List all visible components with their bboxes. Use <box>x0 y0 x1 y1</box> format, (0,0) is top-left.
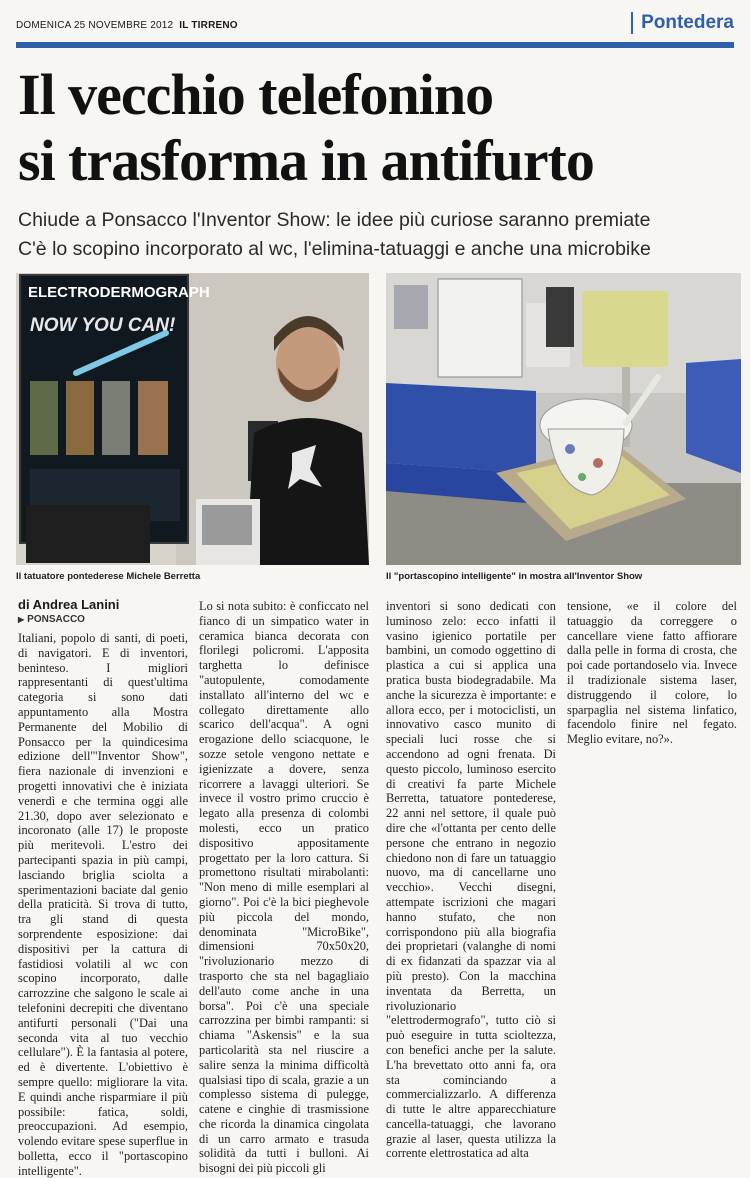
masthead <box>16 12 734 40</box>
photo-caption-right: Il "portascopino intelligente" in mostra all'Inventor Show <box>386 571 643 582</box>
article-column-4: tensione, «e il colore del tatuaggio da correggere o cancellare viene fatto affiorare dalla pelle in forma di crosta, che poi cade portandoselo via. Invece il tradizionale sistema laser, distruggendo il colore, lo sparpaglia nel sistema linfatico, facendolo finire nel fegato. Meglio evitare, no?». <box>567 599 737 747</box>
poster-slogan: NOW YOU CAN! <box>30 315 176 336</box>
header-rule <box>16 42 734 48</box>
section-name: Pontedera <box>631 12 734 34</box>
photo-tattoo-artist-illustration <box>16 273 369 565</box>
photo-tattoo-artist <box>16 273 369 565</box>
newspaper-brand: IL TIRRENO <box>179 20 238 31</box>
byline: di Andrea Lanini <box>18 597 120 612</box>
subhead-2: C'è lo scopino incorporato al wc, l'elimina-tatuaggi e anche una microbike <box>18 238 651 260</box>
headline-line-1: Il vecchio telefonino <box>18 62 494 127</box>
headline-line-2: si trasforma in antifurto <box>18 128 594 193</box>
article-column-2: Lo si nota subito: è conficcato nel fianco di un simpatico water in ceramica bianca decorata con florilegi policromi. L'apposita targhetta lo definisce "autopulente, comodamente installato all'interno del wc e collegato direttamente allo scarico dell'acqua". A ogni erogazione dello sciacquone, le sozze setole vengono nettate e igienizzate a dovere, senza ricorrere a lavaggi ulteriori. Se invece il vostro primo cruccio è legato alla presenza di colombi molesti, ecco un pratico dispositivo appositamente progettato per la loro cattura. Si promettono risultati mirabolanti: "Non meno di mille esemplari al giorno". Poi c'è la bici pieghevole più piccola del mondo, denominata "MicroBike", dimensioni 70x50x20, "rivoluzionario mezzo di trasporto che sta nel bagagliaio dell'auto come anche in una borsa". Poi c'è una speciale carrozzina per bimbi rampanti: si chiama "Askensis" e la sua particolarità sta nel riuscire a salire senza la minima difficoltà qualsiasi tipo di scala, grazie a un complesso sistema di pulegge, catene e cinghie di trasmissione che ricorda la dinamica cingolata di un carro armato e trasuda solidità da tutti i bulloni. Ai bisogni dei più piccoli gli <box>199 599 369 1176</box>
masthead-left <box>16 20 238 31</box>
headline <box>18 62 738 194</box>
dateline <box>18 614 85 625</box>
photo-caption-left: Il tatuatore pontederese Michele Berretta <box>16 571 201 582</box>
subhead-1: Chiude a Ponsacco l'Inventor Show: le idee più curiose saranno premiate <box>18 209 651 231</box>
dateline-place: PONSACCO <box>27 614 85 625</box>
article-column-3: inventori si sono dedicati con luminoso zelo: ecco infatti il vasino igienico portatile per bambini, un comodo oggettino di plastica a cui si applica una pratica busta biodegradabile. Ma anche la sicurezza è importante: e allora ecco, per i motociclisti, un innovativo casco munito di speciali luci rosse che si accendono ad ogni frenata. Di questo piccolo, luminoso esercito di creativi fa parte Michele Berretta, tatuatore pontederese, 22 anni nel settore, il quale può dire che «l'ottanta per cento delle persone che entrano in negozio chiedono non di fare un tatuaggio nuovo, ma di cancellarne uno vecchio». Vecchi disegni, attempate iscrizioni che magari hanno stufato, che non corrispondono più alla biografia dei proprietari (valanghe di nomi di ex fidanzati da spazzar via al più presto). Con la macchina inventata da Berretta, un rivoluzionario "elettrodermografo", tutto ciò si può eseguire in tutta scioltezza, con benefici anche per la salute. L'ha brevettato otto anni fa, ora sta cominciando a commercializzarlo. A differenza di tutte le altre apparecchiature cancella-tatuaggi, che lavorano grazie al laser, questa utilizza la corrente elettrostatica ad alta <box>386 599 556 1161</box>
issue-date: DOMENICA 25 NOVEMBRE 2012 <box>16 20 174 31</box>
article-column-1: Italiani, popolo di santi, di poeti, di navigatori. E di inventori, beninteso. I migliori rappresentanti di quest'ultima categoria si sono dati appuntamento alla Mostra Permanente del Mobilio di Ponsacco per la quindicesima edizione dell'"Inventor Show", fiera nazionale di invenzioni e progetti innovativi che è iniziata venerdì e che termina oggi alle 21.30, dopo aver selezionato e incoronato (alle 17) le proposte più meritevoli. L'estro dei partecipanti spazia in più campi, lasciando briglia sciolta a sperimentazioni baciate dal genio della praticità. Si trova di tutto, tra gli stand di questa sorprendente esposizione: dai dispositivi per la cattura di fastidiosi volatili al wc con scopino incorporato, dalle carrozzine che salgono le scale ai telefonini decrepiti che diventano antifurti personali ("Dai una seconda vita al tuo vecchio cellulare"). È la fantasia al potere, ed è divertente. L'obiettivo è sempre quello: migliorare la vita. E quindi anche risparmiare il più possibile: fatica, soldi, preoccupazioni. Ad esempio, volendo evitare spese superflue in bolletta, ecco il "portascopino intelligente". <box>18 631 188 1178</box>
triangle-icon: ▶ <box>18 615 25 624</box>
photo-toilet-exhibit <box>386 273 741 565</box>
poster-title: ELECTRODERMOGRAPH <box>28 284 210 301</box>
photo-toilet-exhibit-illustration <box>386 273 741 565</box>
